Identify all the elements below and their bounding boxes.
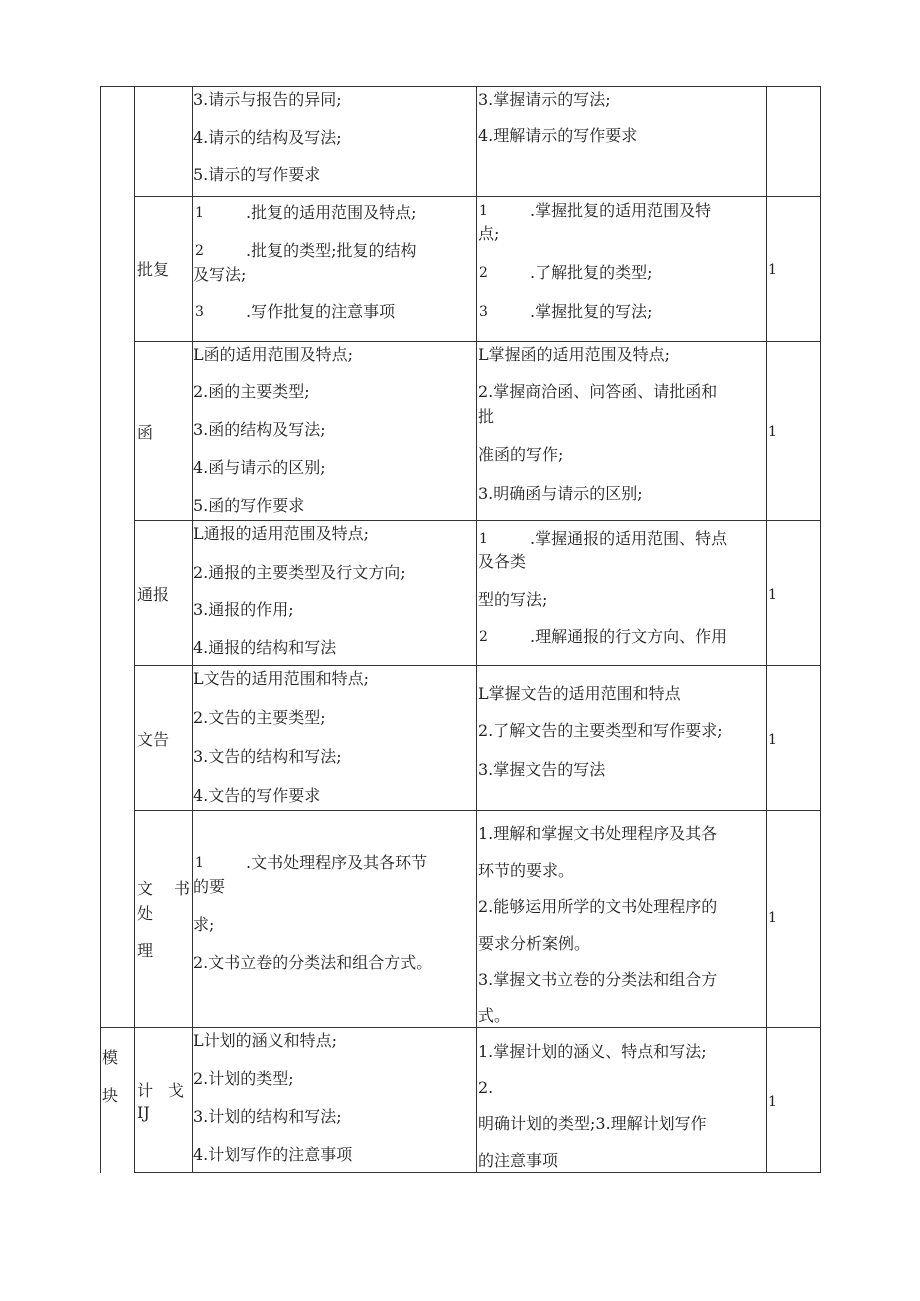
hours-value: 1	[768, 424, 777, 440]
requirement-number: 2	[479, 629, 488, 645]
hours-value: 1	[768, 587, 777, 603]
requirement-line: 式。	[478, 1006, 511, 1025]
row-divider	[134, 665, 821, 666]
content-line: 4.请示的结构及写法;	[193, 128, 342, 147]
content-line: 3.文告的结构和写法;	[193, 747, 342, 766]
content-number: 1	[195, 855, 204, 871]
requirement-line: 2.了解文告的主要类型和写作要求;	[478, 721, 723, 740]
requirement-line: 准函的写作;	[478, 445, 564, 464]
requirement-line: 3.掌握请示的写法;	[478, 90, 611, 109]
content-line: 求;	[193, 915, 215, 934]
requirement-line: 型的写法;	[478, 590, 548, 609]
requirement-line: 批	[478, 407, 495, 426]
module-label: 模	[102, 1048, 119, 1067]
requirement-line: 3.明确函与请示的区别;	[478, 484, 643, 503]
content-line: L文告的适用范围和特点;	[193, 669, 370, 688]
content-line: L函的适用范围及特点;	[193, 345, 354, 364]
hours-value: 1	[768, 910, 777, 926]
requirement-line: 1.掌握计划的涵义、特点和写法;	[478, 1042, 707, 1061]
content-line: 4.通报的结构和写法	[193, 638, 337, 657]
requirement-line: 2.	[478, 1078, 494, 1097]
requirement-line: L掌握文告的适用范围和特点	[478, 684, 681, 703]
topic-label: 处	[137, 904, 154, 923]
content-line: .批复的适用范围及特点;	[246, 203, 417, 222]
topic-label: IJ	[137, 1103, 150, 1122]
requirement-line: 要求分析案例。	[478, 934, 591, 953]
content-line: 5.函的写作要求	[193, 496, 305, 515]
row-divider	[134, 810, 821, 811]
content-line: 3.计划的结构和写法;	[193, 1107, 342, 1126]
requirement-line: 点;	[478, 224, 500, 243]
table-border-right	[820, 86, 821, 1173]
requirement-number: 2	[479, 265, 488, 281]
topic-label: 书	[174, 879, 191, 898]
content-line: 3.通报的作用;	[193, 600, 294, 619]
content-line: .写作批复的注意事项	[246, 302, 396, 321]
requirement-line: L掌握函的适用范围及特点;	[478, 345, 671, 364]
module-label: 块	[102, 1086, 119, 1105]
requirement-line: .了解批复的类型;	[530, 263, 653, 282]
table-divider-col2	[192, 86, 193, 1173]
requirement-line: .理解通报的行文方向、作用	[530, 627, 728, 646]
requirement-line: 环节的要求。	[478, 861, 575, 880]
topic-label: 文告	[137, 730, 170, 749]
content-line: 2.文书立卷的分类法和组合方式。	[193, 953, 433, 972]
content-line: .批复的类型;批复的结构	[246, 241, 417, 260]
topic-label: 批复	[137, 260, 170, 279]
requirement-line: .掌握批复的适用范围及特	[530, 201, 712, 220]
content-line: 4.文告的写作要求	[193, 786, 321, 805]
content-line: 2.文告的主要类型;	[193, 708, 326, 727]
content-line: L计划的涵义和特点;	[193, 1031, 338, 1050]
topic-label: 函	[137, 423, 154, 442]
topic-label: 计	[137, 1081, 154, 1100]
table-divider-col1	[134, 86, 135, 1173]
requirement-line: 及各类	[478, 552, 527, 571]
requirement-line: 2.能够运用所学的文书处理程序的	[478, 897, 718, 916]
topic-label: 文	[137, 879, 154, 898]
content-line: 4.计划写作的注意事项	[193, 1145, 353, 1164]
content-line: 3.函的结构及写法;	[193, 420, 326, 439]
content-line: 2.通报的主要类型及行文方向;	[193, 563, 406, 582]
content-line: 2.函的主要类型;	[193, 382, 310, 401]
content-line: 及写法;	[193, 265, 247, 284]
content-line: 3.请示与报告的异同;	[193, 90, 342, 109]
requirement-line: 明确计划的类型;3.理解计划写作	[478, 1114, 707, 1133]
requirement-line: 4.理解请示的写作要求	[478, 126, 638, 145]
topic-label: 理	[137, 941, 154, 960]
requirement-line: 1.理解和掌握文书处理程序及其各	[478, 824, 718, 843]
content-line: .文书处理程序及其各环节	[246, 853, 428, 872]
table-divider-col3	[476, 86, 477, 1173]
table-border-left	[100, 86, 101, 1173]
row-divider	[134, 520, 821, 521]
content-line: 4.函与请示的区别;	[193, 458, 326, 477]
table-divider-col4	[766, 86, 767, 1173]
hours-value: 1	[768, 732, 777, 748]
requirement-line: .掌握批复的写法;	[530, 302, 653, 321]
requirement-number: 1	[479, 531, 488, 547]
requirement-number: 1	[479, 203, 488, 219]
requirement-line: 的注意事项	[478, 1151, 559, 1170]
topic-label: 通报	[137, 585, 170, 604]
requirement-line: 3.掌握文书立卷的分类法和组合方	[478, 970, 718, 989]
hours-value: 1	[768, 262, 777, 278]
requirement-line: .掌握通报的适用范围、特点	[530, 529, 728, 548]
content-line: 2.计划的类型;	[193, 1069, 294, 1088]
requirement-line: 2.掌握商洽函、问答函、请批函和	[478, 382, 718, 401]
requirement-line: 3.掌握文告的写法	[478, 760, 606, 779]
topic-label: 戈	[168, 1081, 185, 1100]
content-line: 的要	[193, 877, 226, 896]
table-border-bottom	[134, 1172, 821, 1173]
row-divider	[100, 1027, 821, 1028]
content-line: 5.请示的写作要求	[193, 165, 321, 184]
content-number: 2	[195, 243, 204, 259]
hours-value: 1	[768, 1094, 777, 1110]
content-number: 3	[195, 304, 204, 320]
table-border-top	[100, 86, 821, 87]
requirement-number: 3	[479, 304, 488, 320]
row-divider	[134, 341, 821, 342]
row-divider	[134, 196, 821, 197]
content-number: 1	[195, 205, 204, 221]
content-line: L通报的适用范围及特点;	[193, 524, 370, 543]
